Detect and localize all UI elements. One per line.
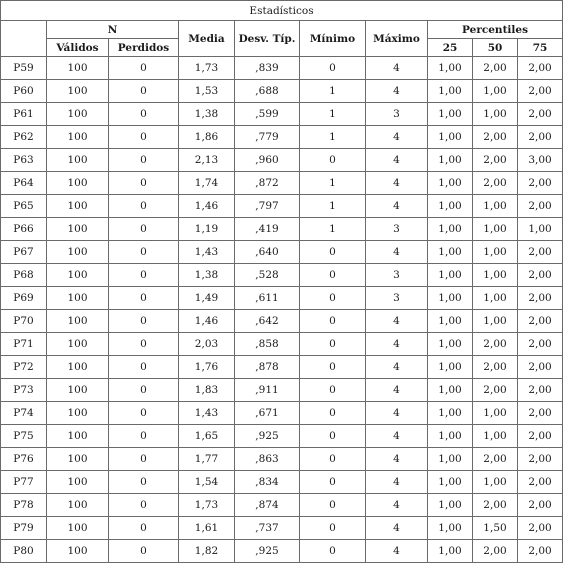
table-row — [1, 195, 563, 218]
desv-tip-cell: ,671 — [235, 402, 300, 425]
media-cell: 1,86 — [179, 126, 235, 149]
p75-cell: 2,00 — [518, 402, 563, 425]
desv-tip-cell: ,960 — [235, 149, 300, 172]
p75-cell: 2,00 — [518, 471, 563, 494]
table-row — [1, 172, 563, 195]
maximo-cell: 4 — [366, 172, 428, 195]
row-label: P66 — [1, 218, 47, 241]
p25-cell: 1,00 — [428, 241, 473, 264]
p50-cell: 1,00 — [473, 103, 518, 126]
table-row — [1, 448, 563, 471]
desv-tip-cell: ,878 — [235, 356, 300, 379]
desv-tip-cell: ,874 — [235, 494, 300, 517]
table-row — [1, 471, 563, 494]
p25-cell: 1,00 — [428, 310, 473, 333]
maximo-cell: 4 — [366, 126, 428, 149]
p75-cell: 1,00 — [518, 218, 563, 241]
desv-tip-cell: ,858 — [235, 333, 300, 356]
media-cell: 1,38 — [179, 103, 235, 126]
p75-cell: 2,00 — [518, 126, 563, 149]
validos-cell: 100 — [47, 149, 109, 172]
maximo-cell: 4 — [366, 356, 428, 379]
p75-cell: 2,00 — [518, 195, 563, 218]
table-row — [1, 333, 563, 356]
desv-tip-header: Desv. Típ. — [235, 21, 300, 57]
minimo-cell: 0 — [300, 333, 366, 356]
validos-cell: 100 — [47, 333, 109, 356]
p25-cell: 1,00 — [428, 425, 473, 448]
p25-cell: 1,00 — [428, 103, 473, 126]
p25-cell: 1,00 — [428, 517, 473, 540]
media-cell: 1,49 — [179, 287, 235, 310]
p25-cell: 1,00 — [428, 126, 473, 149]
media-cell: 1,46 — [179, 310, 235, 333]
perdidos-cell: 0 — [109, 57, 179, 80]
minimo-cell: 0 — [300, 57, 366, 80]
maximo-cell: 4 — [366, 540, 428, 563]
table-row — [1, 264, 563, 287]
p75-cell: 2,00 — [518, 57, 563, 80]
minimo-cell: 0 — [300, 540, 366, 563]
maximo-cell: 4 — [366, 471, 428, 494]
perdidos-cell: 0 — [109, 540, 179, 563]
desv-tip-cell: ,642 — [235, 310, 300, 333]
p75-cell: 2,00 — [518, 80, 563, 103]
validos-cell: 100 — [47, 517, 109, 540]
maximo-cell: 4 — [366, 310, 428, 333]
p25-header: 25 — [428, 39, 473, 57]
p50-cell: 2,00 — [473, 448, 518, 471]
p25-cell: 1,00 — [428, 80, 473, 103]
media-cell: 1,74 — [179, 172, 235, 195]
media-cell: 1,65 — [179, 425, 235, 448]
minimo-cell: 1 — [300, 126, 366, 149]
row-label: P71 — [1, 333, 47, 356]
perdidos-cell: 0 — [109, 425, 179, 448]
minimo-cell: 0 — [300, 310, 366, 333]
p25-cell: 1,00 — [428, 471, 473, 494]
minimo-cell: 1 — [300, 195, 366, 218]
p25-cell: 1,00 — [428, 264, 473, 287]
perdidos-cell: 0 — [109, 379, 179, 402]
row-label: P78 — [1, 494, 47, 517]
p75-cell: 2,00 — [518, 103, 563, 126]
validos-cell: 100 — [47, 402, 109, 425]
perdidos-cell: 0 — [109, 310, 179, 333]
minimo-cell: 1 — [300, 218, 366, 241]
media-cell: 2,13 — [179, 149, 235, 172]
minimo-cell: 0 — [300, 517, 366, 540]
minimo-cell: 0 — [300, 149, 366, 172]
p75-cell: 2,00 — [518, 241, 563, 264]
table-row — [1, 149, 563, 172]
media-cell: 1,43 — [179, 241, 235, 264]
desv-tip-cell: ,640 — [235, 241, 300, 264]
media-header: Media — [179, 21, 235, 57]
validos-header: Válidos — [47, 39, 109, 57]
perdidos-cell: 0 — [109, 471, 179, 494]
p75-cell: 2,00 — [518, 310, 563, 333]
validos-cell: 100 — [47, 126, 109, 149]
maximo-cell: 4 — [366, 241, 428, 264]
validos-cell: 100 — [47, 218, 109, 241]
p50-cell: 2,00 — [473, 379, 518, 402]
desv-tip-cell: ,863 — [235, 448, 300, 471]
table-body — [1, 57, 563, 563]
media-cell: 1,76 — [179, 356, 235, 379]
row-label: P74 — [1, 402, 47, 425]
minimo-cell: 0 — [300, 264, 366, 287]
p75-cell: 2,00 — [518, 172, 563, 195]
perdidos-cell: 0 — [109, 195, 179, 218]
p25-cell: 1,00 — [428, 218, 473, 241]
table-title: Estadísticos — [1, 1, 563, 21]
validos-cell: 100 — [47, 494, 109, 517]
table-row — [1, 57, 563, 80]
row-label-header — [1, 21, 47, 57]
validos-cell: 100 — [47, 172, 109, 195]
desv-tip-cell: ,737 — [235, 517, 300, 540]
row-label: P64 — [1, 172, 47, 195]
validos-cell: 100 — [47, 103, 109, 126]
minimo-cell: 0 — [300, 241, 366, 264]
media-cell: 1,53 — [179, 80, 235, 103]
validos-cell: 100 — [47, 287, 109, 310]
row-label: P68 — [1, 264, 47, 287]
table-row — [1, 103, 563, 126]
p25-cell: 1,00 — [428, 172, 473, 195]
validos-cell: 100 — [47, 80, 109, 103]
p50-cell: 2,00 — [473, 540, 518, 563]
p25-cell: 1,00 — [428, 149, 473, 172]
perdidos-cell: 0 — [109, 218, 179, 241]
p50-cell: 2,00 — [473, 356, 518, 379]
p50-header: 50 — [473, 39, 518, 57]
perdidos-cell: 0 — [109, 287, 179, 310]
p50-cell: 2,00 — [473, 149, 518, 172]
media-cell: 1,46 — [179, 195, 235, 218]
p50-cell: 1,00 — [473, 310, 518, 333]
minimo-cell: 0 — [300, 471, 366, 494]
minimo-cell: 0 — [300, 379, 366, 402]
row-label: P76 — [1, 448, 47, 471]
desv-tip-cell: ,611 — [235, 287, 300, 310]
p50-cell: 2,00 — [473, 126, 518, 149]
p25-cell: 1,00 — [428, 333, 473, 356]
desv-tip-cell: ,599 — [235, 103, 300, 126]
p50-cell: 2,00 — [473, 333, 518, 356]
p50-cell: 1,00 — [473, 425, 518, 448]
perdidos-cell: 0 — [109, 241, 179, 264]
p75-header: 75 — [518, 39, 563, 57]
percentiles-group-header: Percentiles — [428, 21, 563, 39]
p75-cell: 2,00 — [518, 448, 563, 471]
desv-tip-cell: ,834 — [235, 471, 300, 494]
perdidos-cell: 0 — [109, 333, 179, 356]
minimo-cell: 0 — [300, 448, 366, 471]
minimo-cell: 1 — [300, 172, 366, 195]
maximo-cell: 3 — [366, 218, 428, 241]
p50-cell: 1,00 — [473, 471, 518, 494]
validos-cell: 100 — [47, 425, 109, 448]
minimo-cell: 0 — [300, 494, 366, 517]
minimo-cell: 0 — [300, 356, 366, 379]
perdidos-cell: 0 — [109, 149, 179, 172]
validos-cell: 100 — [47, 57, 109, 80]
validos-cell: 100 — [47, 540, 109, 563]
perdidos-cell: 0 — [109, 448, 179, 471]
minimo-cell: 1 — [300, 103, 366, 126]
p75-cell: 2,00 — [518, 356, 563, 379]
p75-cell: 2,00 — [518, 287, 563, 310]
media-cell: 1,38 — [179, 264, 235, 287]
p50-cell: 1,00 — [473, 287, 518, 310]
p25-cell: 1,00 — [428, 356, 473, 379]
media-cell: 1,54 — [179, 471, 235, 494]
p50-cell: 1,50 — [473, 517, 518, 540]
table-row — [1, 379, 563, 402]
perdidos-cell: 0 — [109, 103, 179, 126]
table-row — [1, 126, 563, 149]
desv-tip-cell: ,797 — [235, 195, 300, 218]
row-label: P80 — [1, 540, 47, 563]
maximo-cell: 3 — [366, 287, 428, 310]
row-label: P72 — [1, 356, 47, 379]
validos-cell: 100 — [47, 471, 109, 494]
minimo-cell: 0 — [300, 287, 366, 310]
table-row — [1, 540, 563, 563]
p75-cell: 2,00 — [518, 494, 563, 517]
media-cell: 1,19 — [179, 218, 235, 241]
p50-cell: 2,00 — [473, 57, 518, 80]
maximo-cell: 4 — [366, 425, 428, 448]
desv-tip-cell: ,779 — [235, 126, 300, 149]
p50-cell: 2,00 — [473, 494, 518, 517]
p50-cell: 1,00 — [473, 241, 518, 264]
media-cell: 2,03 — [179, 333, 235, 356]
p50-cell: 1,00 — [473, 80, 518, 103]
validos-cell: 100 — [47, 195, 109, 218]
maximo-cell: 4 — [366, 333, 428, 356]
p25-cell: 1,00 — [428, 402, 473, 425]
maximo-cell: 4 — [366, 57, 428, 80]
media-cell: 1,61 — [179, 517, 235, 540]
p25-cell: 1,00 — [428, 195, 473, 218]
desv-tip-cell: ,419 — [235, 218, 300, 241]
minimo-cell: 0 — [300, 402, 366, 425]
table-row — [1, 425, 563, 448]
p75-cell: 3,00 — [518, 149, 563, 172]
table-row — [1, 356, 563, 379]
table-row — [1, 80, 563, 103]
maximo-cell: 4 — [366, 379, 428, 402]
perdidos-cell: 0 — [109, 517, 179, 540]
maximo-cell: 4 — [366, 195, 428, 218]
validos-cell: 100 — [47, 379, 109, 402]
table-row — [1, 218, 563, 241]
desv-tip-cell: ,925 — [235, 425, 300, 448]
perdidos-cell: 0 — [109, 172, 179, 195]
table-row — [1, 494, 563, 517]
row-label: P75 — [1, 425, 47, 448]
maximo-header: Máximo — [366, 21, 428, 57]
media-cell: 1,73 — [179, 57, 235, 80]
table-row — [1, 241, 563, 264]
perdidos-cell: 0 — [109, 126, 179, 149]
p25-cell: 1,00 — [428, 379, 473, 402]
maximo-cell: 4 — [366, 149, 428, 172]
row-label: P60 — [1, 80, 47, 103]
desv-tip-cell: ,872 — [235, 172, 300, 195]
minimo-cell: 0 — [300, 425, 366, 448]
p50-cell: 1,00 — [473, 264, 518, 287]
p25-cell: 1,00 — [428, 287, 473, 310]
table-row — [1, 287, 563, 310]
p75-cell: 2,00 — [518, 517, 563, 540]
perdidos-cell: 0 — [109, 402, 179, 425]
p25-cell: 1,00 — [428, 540, 473, 563]
p75-cell: 2,00 — [518, 425, 563, 448]
p75-cell: 2,00 — [518, 540, 563, 563]
desv-tip-cell: ,925 — [235, 540, 300, 563]
validos-cell: 100 — [47, 356, 109, 379]
media-cell: 1,83 — [179, 379, 235, 402]
row-label: P69 — [1, 287, 47, 310]
row-label: P77 — [1, 471, 47, 494]
p75-cell: 2,00 — [518, 333, 563, 356]
minimo-header: Mínimo — [300, 21, 366, 57]
media-cell: 1,43 — [179, 402, 235, 425]
maximo-cell: 4 — [366, 517, 428, 540]
validos-cell: 100 — [47, 264, 109, 287]
row-label: P63 — [1, 149, 47, 172]
maximo-cell: 4 — [366, 494, 428, 517]
row-label: P59 — [1, 57, 47, 80]
p50-cell: 1,00 — [473, 218, 518, 241]
p50-cell: 2,00 — [473, 172, 518, 195]
media-cell: 1,73 — [179, 494, 235, 517]
table-row — [1, 517, 563, 540]
row-label: P62 — [1, 126, 47, 149]
desv-tip-cell: ,688 — [235, 80, 300, 103]
row-label: P70 — [1, 310, 47, 333]
maximo-cell: 4 — [366, 80, 428, 103]
table-row — [1, 310, 563, 333]
media-cell: 1,82 — [179, 540, 235, 563]
validos-cell: 100 — [47, 448, 109, 471]
table-row — [1, 402, 563, 425]
maximo-cell: 4 — [366, 402, 428, 425]
p75-cell: 2,00 — [518, 379, 563, 402]
row-label: P67 — [1, 241, 47, 264]
media-cell: 1,77 — [179, 448, 235, 471]
desv-tip-cell: ,839 — [235, 57, 300, 80]
perdidos-cell: 0 — [109, 264, 179, 287]
desv-tip-cell: ,528 — [235, 264, 300, 287]
maximo-cell: 4 — [366, 448, 428, 471]
row-label: P79 — [1, 517, 47, 540]
validos-cell: 100 — [47, 241, 109, 264]
p25-cell: 1,00 — [428, 57, 473, 80]
maximo-cell: 3 — [366, 103, 428, 126]
n-group-header: N — [47, 21, 179, 39]
perdidos-cell: 0 — [109, 356, 179, 379]
p50-cell: 1,00 — [473, 402, 518, 425]
row-label: P61 — [1, 103, 47, 126]
p50-cell: 1,00 — [473, 195, 518, 218]
perdidos-header: Perdidos — [109, 39, 179, 57]
validos-cell: 100 — [47, 310, 109, 333]
perdidos-cell: 0 — [109, 80, 179, 103]
minimo-cell: 1 — [300, 80, 366, 103]
desv-tip-cell: ,911 — [235, 379, 300, 402]
p25-cell: 1,00 — [428, 494, 473, 517]
maximo-cell: 3 — [366, 264, 428, 287]
p75-cell: 2,00 — [518, 264, 563, 287]
perdidos-cell: 0 — [109, 494, 179, 517]
row-label: P73 — [1, 379, 47, 402]
p25-cell: 1,00 — [428, 448, 473, 471]
row-label: P65 — [1, 195, 47, 218]
